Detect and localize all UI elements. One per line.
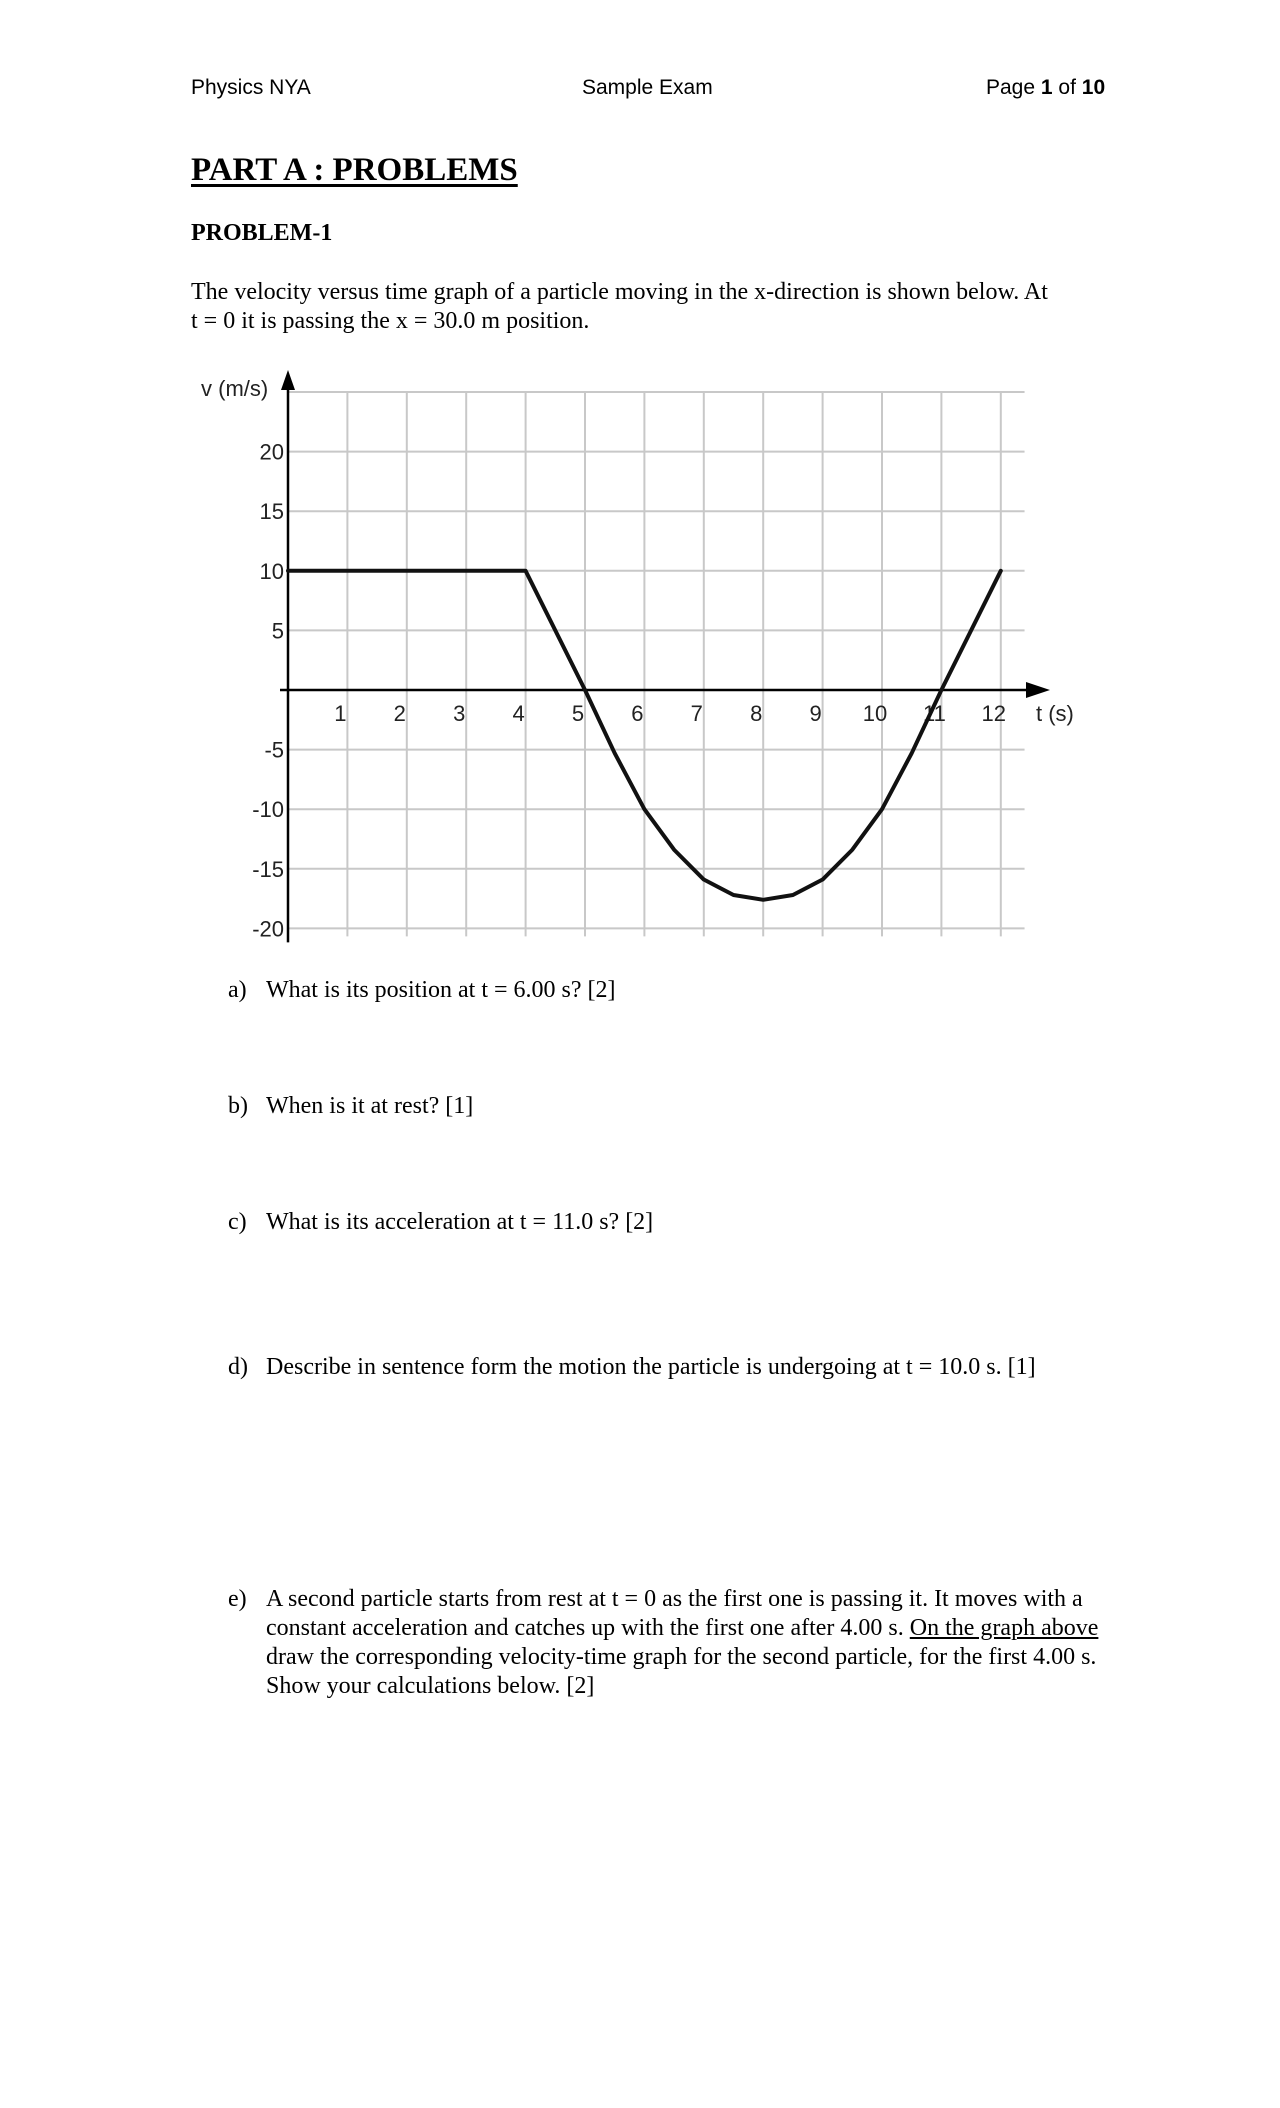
page-prefix: Page: [986, 76, 1041, 99]
page-current: 1: [1040, 76, 1053, 99]
x-axis-arrow: [1026, 682, 1050, 698]
y-axis-arrow: [281, 370, 295, 390]
question-c: [228, 1208, 1126, 1237]
question-c-label: c): [228, 1209, 247, 1235]
x-tick-label: 6: [631, 701, 644, 726]
header-page-number: [986, 76, 1105, 100]
y-tick-label: -5: [264, 737, 284, 763]
axes: [280, 370, 1050, 942]
velocity-time-graph: [190, 360, 1090, 960]
question-e-text-part1: A second particle starts from rest at t = 0 as the first one is passing it. It moves with a constant acceleration and catches up with the first one after 4.00 s.: [266, 1586, 1083, 1641]
x-tick-label: 1: [334, 701, 347, 726]
question-a-text: What is its position at t = 6.00 s? [2]: [266, 977, 616, 1003]
question-e-text: [266, 1585, 1126, 1701]
question-d-label: d): [228, 1354, 248, 1380]
part-title: PART A : PROBLEMS: [191, 152, 518, 188]
question-d-text: Describe in sentence form the motion the particle is undergoing at t = 10.0 s. [1]: [266, 1354, 1036, 1380]
page-of: of: [1052, 76, 1082, 99]
question-e-label: e): [228, 1586, 247, 1612]
intro-line-2: t = 0 it is passing the x = 30.0 m position.: [191, 308, 590, 334]
y-tick-label: 5: [271, 618, 284, 644]
x-tick-label: 8: [750, 701, 763, 726]
y-tick-label: 20: [259, 439, 284, 465]
x-tick-label: 2: [393, 701, 406, 726]
grid-lines: [288, 392, 1025, 936]
x-tick-label: 10: [862, 701, 888, 726]
intro-line-1: The velocity versus time graph of a particle moving in the x-direction is shown below. At: [191, 279, 1048, 305]
x-tick-label: 3: [453, 701, 466, 726]
y-tick-label: -10: [252, 797, 284, 823]
x-tick-label: 12: [981, 701, 1007, 726]
x-axis-label: t (s): [1036, 701, 1074, 726]
x-tick-label: 4: [512, 701, 525, 726]
y-tick-label: 10: [259, 558, 284, 584]
x-tick-label: 11: [922, 701, 946, 726]
question-e-underlined: On the graph above: [909, 1615, 1099, 1641]
y-tick-label: -15: [252, 856, 284, 882]
x-tick-label: 7: [690, 701, 703, 726]
question-b: [228, 1092, 1126, 1121]
question-d: [228, 1353, 1126, 1382]
header-course: Physics NYA: [191, 76, 311, 99]
problem-intro: [191, 278, 1103, 336]
problem-title: PROBLEM-1: [191, 220, 333, 246]
question-b-text: When is it at rest? [1]: [266, 1093, 474, 1119]
y-tick-label: -20: [252, 916, 284, 942]
question-a: [228, 976, 1126, 1005]
x-tick-label: 9: [809, 701, 822, 726]
question-b-label: b): [228, 1093, 248, 1119]
page-total: 10: [1081, 76, 1106, 99]
y-tick-label: 15: [259, 499, 284, 525]
question-e-text-part2: draw the corresponding velocity-time graph for the second particle, for the first 4.00 s. Show your calculations below. [2]: [266, 1644, 1097, 1699]
question-c-text: What is its acceleration at t = 11.0 s? [2]: [266, 1209, 654, 1235]
question-e: [228, 1585, 1126, 1701]
question-a-label: a): [228, 977, 247, 1003]
y-axis-label: v (m/s): [201, 376, 269, 401]
x-tick-label: 5: [571, 701, 585, 726]
header-exam-title: Sample Exam: [582, 76, 713, 99]
